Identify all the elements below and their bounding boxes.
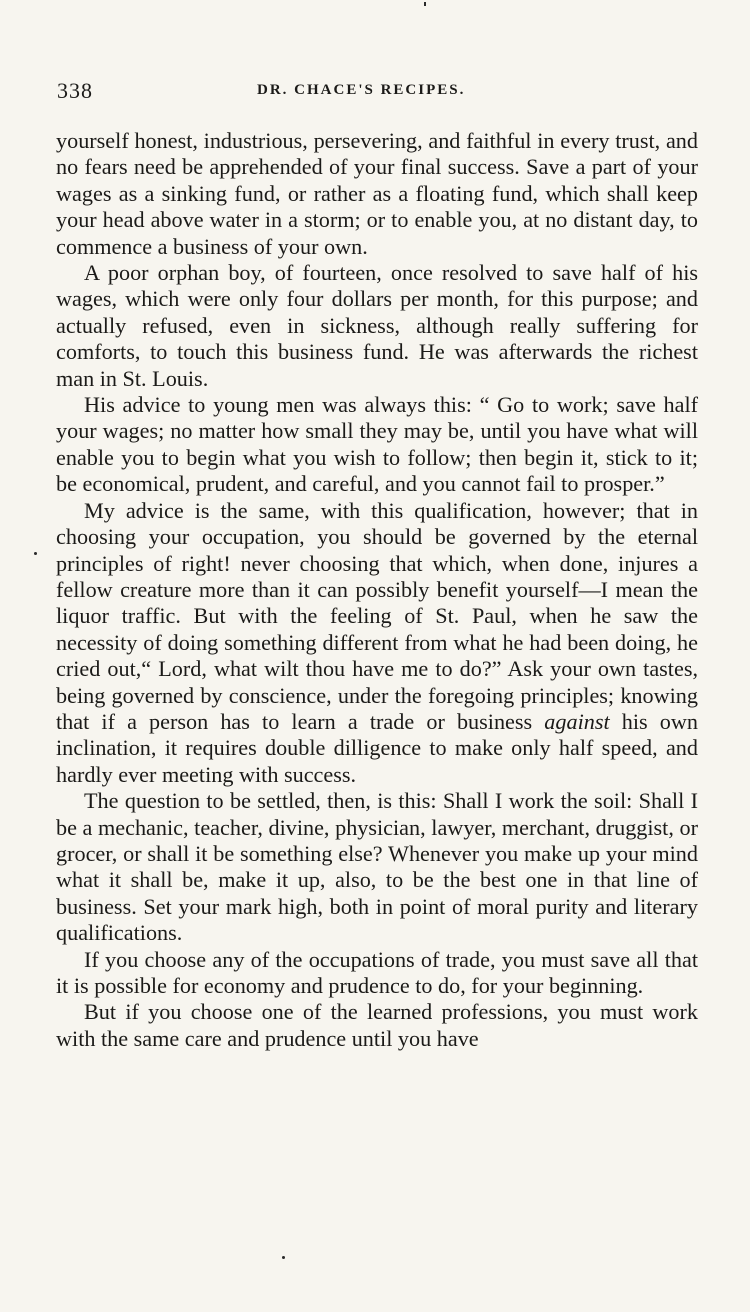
- body-text: [56, 128, 698, 1052]
- scan-speck: [282, 1256, 285, 1259]
- paragraph-text: his own inclination, it requires double dilligence to make only half speed, and hardly ever meeting with success.: [56, 708, 699, 787]
- paragraph: [56, 999, 698, 1052]
- paragraph-text: A poor orphan boy, of fourteen, once resolved to save half of his wages, which were only four dollars per month, for this purpose; and actually refused, even in sickness, although really suffering for comforts, to touch this business fund. He was afterwards the richest man in St. Louis.: [56, 260, 698, 391]
- paragraph: [56, 788, 698, 946]
- paragraph-text: The question to be settled, then, is this: Shall I work the soil: Shall I be a mechanic, teacher, divine, physician, lawyer, merchant, druggist, or grocer, or shall it be something else? Whenever you make up your mind what it shall be, make it up, also, to be the best one in that line of business. Set your mark high, both in point of moral purity and literary qualifications.: [56, 788, 698, 946]
- paragraph: [56, 392, 698, 498]
- paragraph-text: His advice to young men was always this: “ Go to work; save half your wages; no matter how small they may be, until you have what will enable you to begin what you wish to follow; then begin it, stick to it; be economical, prudent, and careful, and you cannot fail to prosper.”: [56, 392, 698, 497]
- scan-speck: [34, 552, 37, 555]
- page-header: [57, 78, 707, 108]
- paragraph-text: My advice is the same, with this qualification, however; that in choosing your occupation, you should be governed by the eternal principles of right! never choosing that which, when done, injures a fellow creature more than it can possibly benefit yourself—I mean the liquor traffic. But with the feeling of St. Paul, when he saw the necessity of doing something different from what he had been doing, he cried out,“ Lord, what wilt thou have me to do?” Ask your own tastes, being governed by conscience, under the foregoing principles; knowing that if a person has to learn a trade or business: [56, 497, 698, 734]
- page-number: 338: [57, 78, 93, 103]
- italic-emphasis: against: [544, 708, 610, 734]
- paragraph: [56, 260, 698, 392]
- paragraph: [56, 947, 698, 1000]
- running-head: DR. CHACE'S RECIPES.: [257, 82, 466, 98]
- scan-speck: [424, 2, 426, 6]
- paragraph-text: But if you choose one of the learned professions, you must work with the same care and prudence until you have: [56, 999, 698, 1051]
- paragraph: [56, 498, 698, 788]
- paragraph-text: If you choose any of the occupations of trade, you must save all that it is possible for economy and prudence to do, for your beginning.: [56, 946, 698, 998]
- paragraph: [56, 128, 698, 260]
- paragraph-text: yourself honest, industrious, persevering, and faithful in every trust, and no fears need be apprehended of your final success. Save a part of your wages as a sinking fund, or rather as a floating fund, which shall keep your head above water in a storm; or to enable you, at no distant day, to commence a business of your own.: [56, 128, 698, 259]
